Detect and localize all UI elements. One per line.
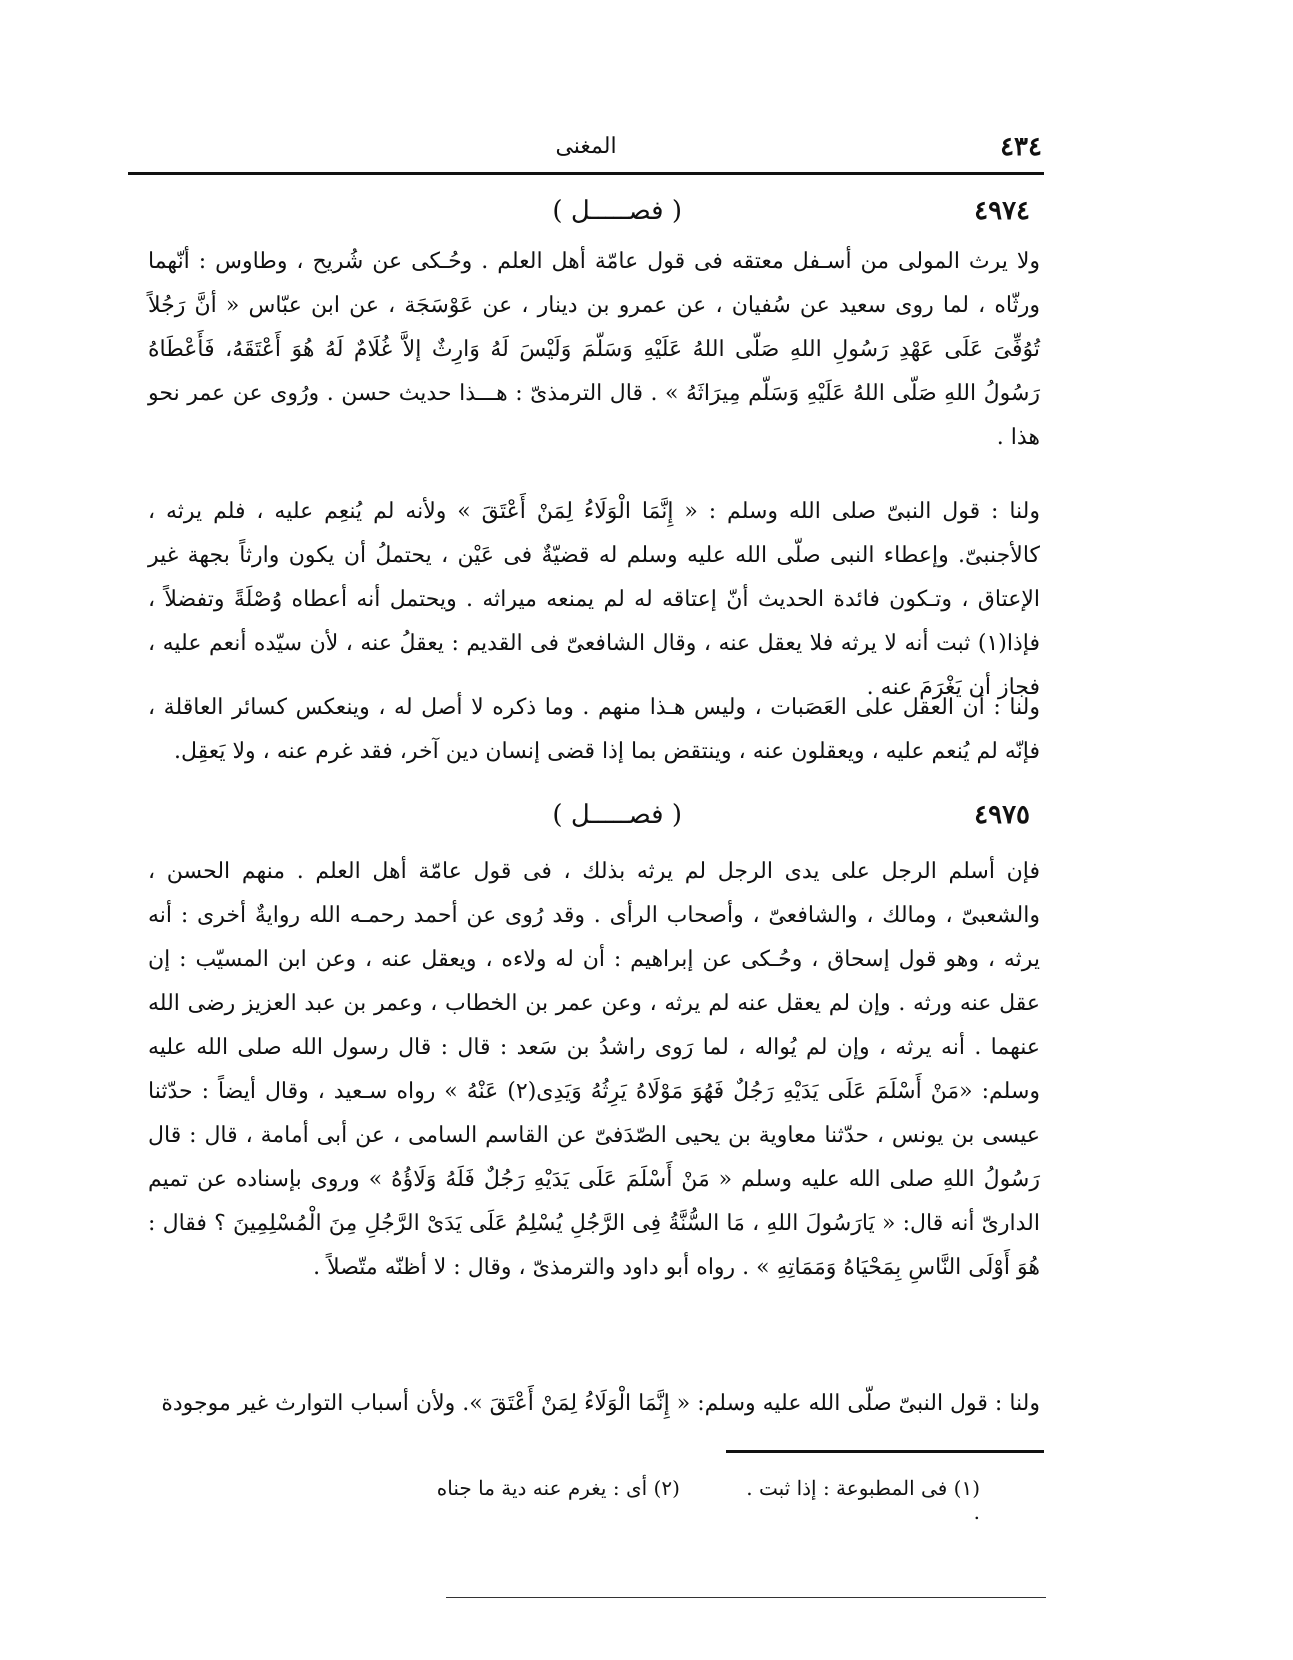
paragraph: ولا يرث المولى من أسـفل معتقه فى قول عامّة أهل العلم . وحُـكى عن شُريح ، وطاوس : أنّهما ورثّاه ، لما روى سعيد عن سُفيان ، عن عمرو بن دينار ، عن عَوْسَجَة ، عن ابن عبّاس « أنَّ رَجُلاً تُوُفِّىَ عَلَى عَهْدِ رَسُولِ اللهِ صَلّى اللهُ عَلَيْهِ وَسَلّمَ وَلَيْسَ لَهُ وَارِثٌ إلاَّ غُلَامٌ لَهُ هُوَ أَعْتَقَهُ، فَأَعْطَاهُ رَسُولُ اللهِ صَلّى اللهُ عَلَيْهِ وَسَلّم مِيرَاثَهُ » . قال الترمذىّ : هـــذا حديث حسن . ورُوى عن عمر نحو هذا .	[148, 249, 1040, 450]
section-number: ٤٩٧٥	[974, 800, 1030, 830]
section-number: ٤٩٧٤	[974, 196, 1030, 226]
bottom-rule	[446, 1597, 1046, 1598]
paragraph: فإن أسلم الرجل على يدى الرجل لم يرثه بذلك ، فى قول عامّة أهل العلم . منهم الحسن ، والشعبىّ ، ومالك ، والشافعىّ ، وأصحاب الرأى . وقد رُوى عن أحمد رحمـه الله روايةٌ أخرى : أنه يرثه ، وهو قول إسحاق ، وحُـكى عن إبراهيم : أن له ولاءه ، ويعقل عنه ، وعن ابن المسيّب : إن عقل عنه ورثه . وإن لم يعقل عنه لم يرثه ، وعن عمر بن الخطاب ، وعمر بن عبد العزيز رضى الله عنهما . أنه يرثه ، وإن لم يُواله ، لما رَوى راشدُ بن سَعد : قال : قال رسول الله صلى الله عليه وسلم: «مَنْ أَسْلَمَ عَلَى يَدَيْهِ رَجُلٌ فَهُوَ مَوْلَاهُ يَرِثُهُ وَيَدِى(٢) عَنْهُ » رواه سـعيد ، وقال أيضاً : حدّثنا عيسى بن يونس ، حدّثنا معاوية بن يحيى الصّدَفىّ عن القاسم السامى ، عن أبى أمامة ، قال : قال رَسُولُ اللهِ صلى الله عليه وسلم « مَنْ أَسْلَمَ عَلَى يَدَيْهِ رَجُلٌ فَلَهُ وَلَاؤُهُ » وروى بإسناده عن تميم الدارىّ أنه قال: « يَارَسُولَ اللهِ ، مَا السُّنَّةُ فِى الرَّجُلِ يُسْلِمُ عَلَى يَدَىْ الرَّجُلِ مِنَ الْمُسْلِمِينَ ؟ فقال : هُوَ أَوْلَى النَّاسِ بِمَحْيَاهُ وَمَمَاتِهِ » . رواه أبو داود والترمذىّ ، وقال : لا أظنّه متّصلاً .	[148, 859, 1040, 1280]
page-header	[130, 132, 1042, 172]
footnotes	[380, 1476, 980, 1524]
section-heading	[130, 800, 1042, 836]
running-title: المغنى	[555, 134, 617, 159]
page-number: ٤٣٤	[1000, 132, 1042, 162]
footnote-rule	[726, 1450, 1044, 1453]
footnote: (١) فى المطبوعة : إذا ثبت .	[746, 1476, 980, 1500]
section-heading	[130, 196, 1042, 232]
footnote: (٢) أى : يغرم عنه دية ما جناه .	[436, 1476, 980, 1524]
header-rule	[128, 172, 1044, 175]
section-title: ( فصـــــل )	[552, 800, 682, 830]
paragraph: ولنا : قول النبىّ صلّى الله عليه وسلم: « إِنَّمَا الْوَلَاءُ لِمَنْ أَعْتَقَ ». ولأن أسباب التوارث غير موجودة	[161, 1391, 1040, 1416]
section-title: ( فصـــــل )	[552, 196, 682, 226]
paragraph: ولنا : قول النبىّ صلى الله وسلم : « إِنَّمَا الْوَلَاءُ لِمَنْ أَعْتَقَ » ولأنه لم يُنعِم عليه ، فلم يرثه ، كالأجنبىّ. وإعطاء النبى صلّى الله عليه وسلم له قضيّةٌ فى عَيْن ، يحتملُ أن يكون وارثاً بجهة غير الإعتاق ، وتـكون فائدة الحديث أنّ إعتاقه له لم يمنعه ميراثه . ويحتمل أنه أعطاه وُصْلَةً وتفضلاً ، فإذا(١) ثبت أنه لا يرثه فلا يعقل عنه ، وقال الشافعىّ فى القديم : يعقلُ عنه ، لأن سيّده أنعم عليه ، فجاز أن يَغْرَمَ عنه .	[148, 499, 1040, 700]
paragraph: ولنا : أن العقل على العَصَبات ، وليس هـذا منهم . وما ذكره لا أصل له ، وينعكس كسائر العاقلة ، فإنّه لم يُنعم عليه ، ويعقلون عنه ، وينتقض بما إذا قضى إنسان دين آخر، فقد غرم عنه ، ولا يَعقِل.	[148, 695, 1040, 764]
